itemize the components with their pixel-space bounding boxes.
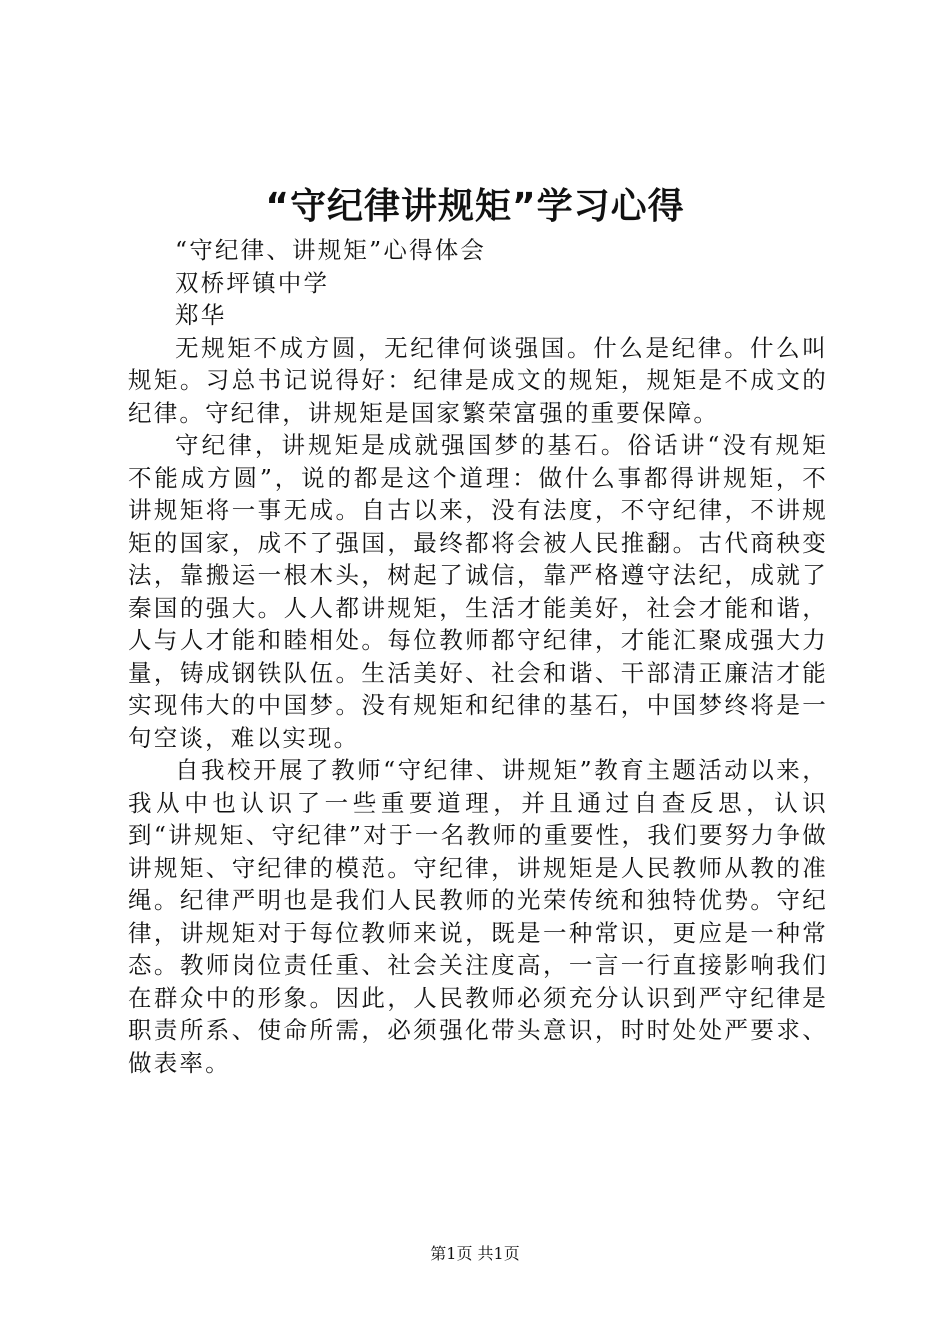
document-title: “守纪律讲规矩”学习心得 (265, 186, 685, 227)
school-name: 双桥坪镇中学 (175, 268, 330, 297)
paragraph-3: 自我校开展了教师“守纪律、讲规矩”教育主题活动以来，我从中也认识了一些重要道理，并且通过自查反思，认识到“讲规矩、守纪律”对于一名教师的重要性，我们要努力争做讲规矩、守纪律的模范。守纪律，讲规矩是人民教师从教的准绳。纪律严明也是我们人民教师的光荣传统和独特优势。守纪律，讲规矩对于每位教师来说，既是一种常识，更应是一种常态。教师岗位责任重、社会关注度高，一言一行直接影响我们在群众中的形象。因此，人民教师必须充分认识到严守纪律是职责所系、使命所需，必须强化带头意识，时时处处严要求、做表率。 (128, 756, 828, 1077)
paragraph-1: 无规矩不成方圆，无纪律何谈强国。什么是纪律。什么叫规矩。习总书记说得好：纪律是成文的规矩，规矩是不成文的纪律。守纪律，讲规矩是国家繁荣富强的重要保障。 (128, 333, 828, 427)
document-subtitle: “守纪律、讲规矩”心得体会 (175, 236, 487, 264)
author-name: 郑华 (175, 301, 227, 329)
page-footer: 第1页 共1页 (430, 1244, 520, 1263)
document-body (128, 234, 828, 1079)
paragraph-2: 守纪律，讲规矩是成就强国梦的基石。俗话讲“没有规矩不能成方圆”，说的都是这个道理：做什么事都得讲规矩，不讲规矩将一事无成。自古以来，没有法度，不守纪律，不讲规矩的国家，成不了强国，最终都将会被人民推翻。古代商秧变法，靠搬运一根木头，树起了诚信，靠严格遵守法纪，成就了秦国的强大。人人都讲规矩，生活才能美好，社会才能和谐，人与人才能和睦相处。每位教师都守纪律，才能汇聚成强大力量，铸成钢铁队伍。生活美好、社会和谐、干部清正廉洁才能实现伟大的中国梦。没有规矩和纪律的基石，中国梦终将是一句空谈，难以实现。 (128, 431, 828, 752)
